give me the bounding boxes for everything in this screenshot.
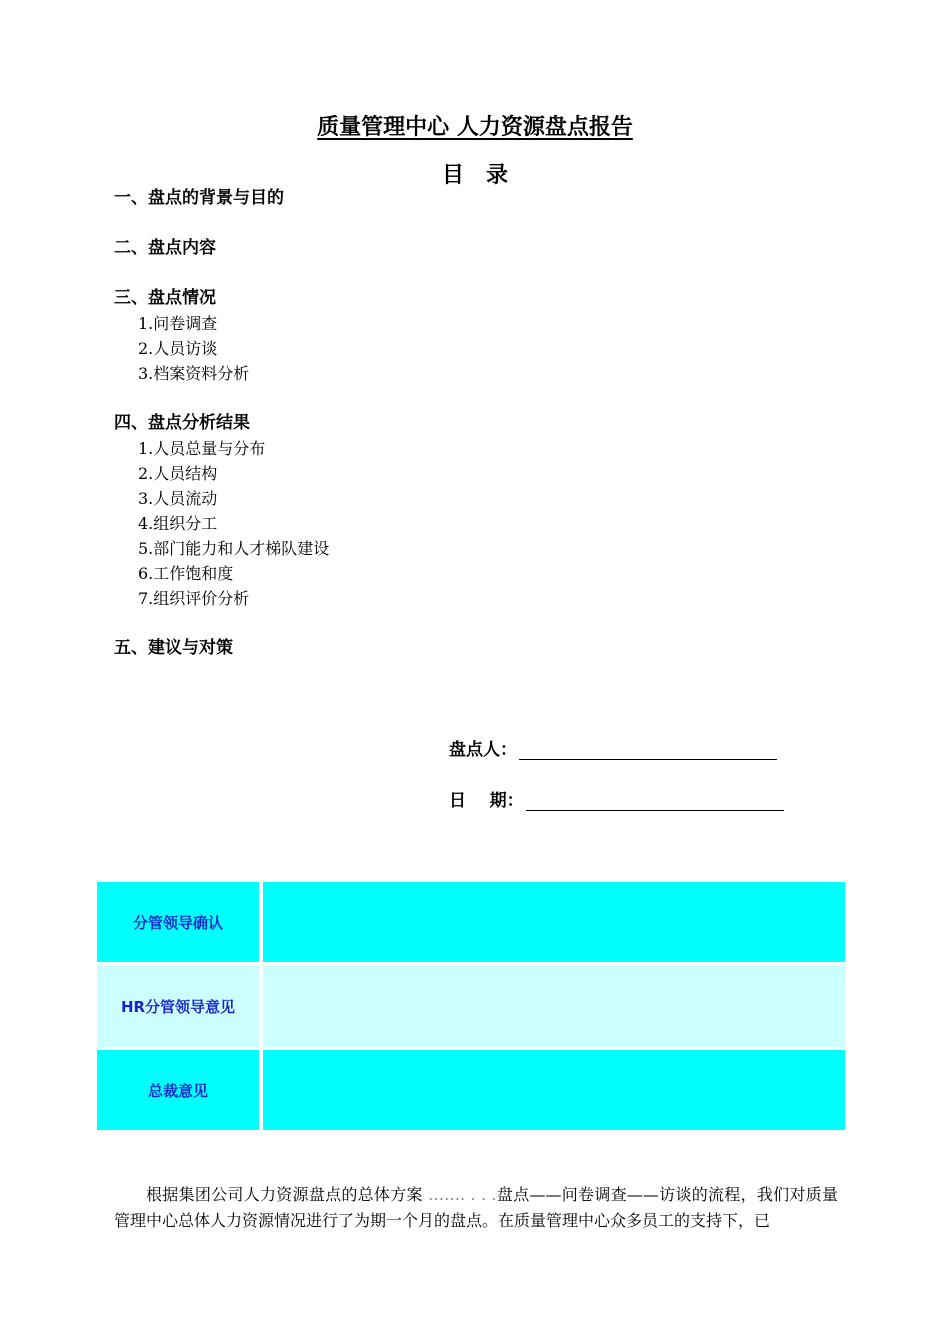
toc-section-3: 三、盘点情况 [114,288,216,308]
toc-item: 1.问卷调查 [138,314,218,333]
toc-section-5: 五、建议与对策 [114,638,233,658]
approval-value-cell [261,882,845,964]
toc-item: 6.工作饱和度 [138,564,234,583]
inventory-person-label: 盘点人： [449,740,517,760]
approval-value-cell [261,964,845,1049]
toc-item: 3.档案资料分析 [138,364,250,383]
approval-value-cell [261,1049,845,1131]
intro-paragraph: 根据集团公司人力资源盘点的总体方案 ……. . . .盘点——问卷调查——访谈的流程，我们对质量管理中心总体人力资源情况进行了为期一个月的盘点。在质量管理中心众多员工的支持下，已 [114,1185,838,1230]
approval-label: 总裁意见 [97,1049,261,1131]
inventory-person-line [519,739,777,760]
table-of-contents [114,186,814,661]
document-title: 质量管理中心 人力资源盘点报告 [317,115,633,140]
toc-section-1: 一、盘点的背景与目的 [114,188,284,208]
table-row [97,1049,845,1131]
approval-table [97,882,845,1130]
toc-item: 5.部门能力和人才梯队建设 [138,539,330,558]
toc-item: 2.人员结构 [138,464,218,483]
date-line [526,790,784,811]
table-row [97,882,845,964]
table-row [97,964,845,1049]
toc-item: 4.组织分工 [138,514,218,533]
toc-item: 1.人员总量与分布 [138,439,266,458]
inventory-person-signature [449,735,777,760]
toc-heading: 目录 [441,163,530,188]
toc-section-4: 四、盘点分析结果 [114,413,250,433]
date-label: 日 期： [449,791,524,811]
date-signature [449,786,784,811]
toc-section-2: 二、盘点内容 [114,238,216,258]
toc-item: 3.人员流动 [138,489,218,508]
approval-label: 分管领导确认 [97,882,261,964]
toc-item: 2.人员访谈 [138,339,218,358]
approval-label: HR分管领导意见 [97,964,261,1049]
toc-item: 7.组织评价分析 [138,589,250,608]
